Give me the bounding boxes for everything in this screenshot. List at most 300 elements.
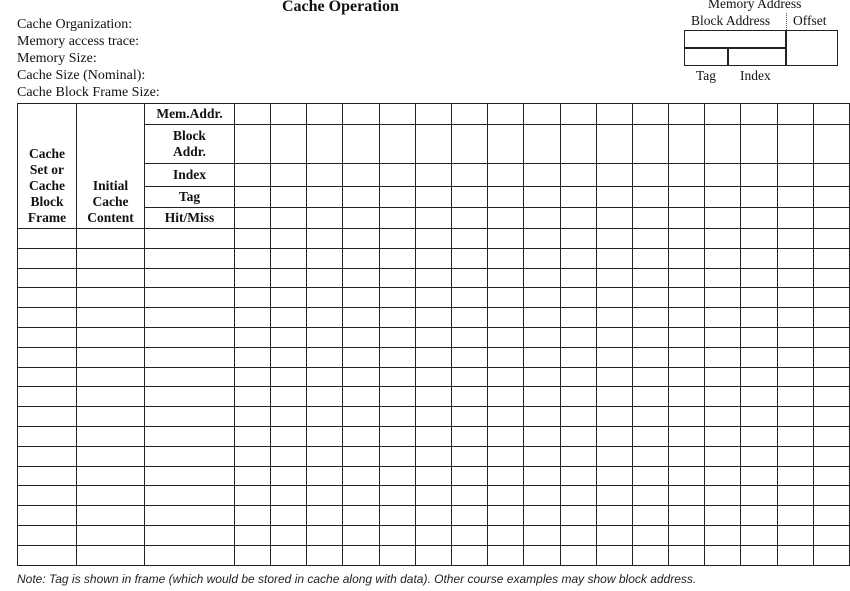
trace-cell[interactable] xyxy=(560,164,596,187)
cache-cell[interactable] xyxy=(741,407,777,427)
trace-cell[interactable] xyxy=(813,125,849,164)
trace-cell[interactable] xyxy=(379,104,415,125)
cache-cell[interactable] xyxy=(415,426,451,446)
cache-cell[interactable] xyxy=(415,229,451,249)
cache-cell[interactable] xyxy=(234,288,270,308)
cache-cell[interactable] xyxy=(560,327,596,347)
cache-cell[interactable] xyxy=(596,506,632,526)
cache-cell[interactable] xyxy=(307,308,343,328)
cache-cell[interactable] xyxy=(488,387,524,407)
cache-cell[interactable] xyxy=(669,407,705,427)
cache-cell[interactable] xyxy=(705,525,741,545)
cache-cell[interactable] xyxy=(596,288,632,308)
trace-cell[interactable] xyxy=(379,208,415,229)
cache-cell[interactable] xyxy=(560,367,596,387)
cache-cell[interactable] xyxy=(524,486,560,506)
cache-cell[interactable] xyxy=(669,347,705,367)
cache-cell[interactable] xyxy=(669,545,705,565)
trace-cell[interactable] xyxy=(271,187,307,208)
cache-cell[interactable] xyxy=(777,327,813,347)
frame-cell[interactable] xyxy=(18,446,77,466)
cache-cell[interactable] xyxy=(596,387,632,407)
cache-cell[interactable] xyxy=(560,229,596,249)
initial-content-cell[interactable] xyxy=(76,387,144,407)
frame-cell[interactable] xyxy=(18,248,77,268)
cache-cell[interactable] xyxy=(343,466,379,486)
cache-cell[interactable] xyxy=(271,545,307,565)
cache-cell[interactable] xyxy=(813,426,849,446)
trace-cell[interactable] xyxy=(813,187,849,208)
cache-cell[interactable] xyxy=(488,506,524,526)
cache-cell[interactable] xyxy=(234,446,270,466)
cache-cell[interactable] xyxy=(813,268,849,288)
trace-cell[interactable] xyxy=(669,125,705,164)
trace-cell[interactable] xyxy=(741,125,777,164)
trace-cell[interactable] xyxy=(451,125,487,164)
cache-cell[interactable] xyxy=(343,446,379,466)
trace-cell[interactable] xyxy=(705,164,741,187)
trace-cell[interactable] xyxy=(741,164,777,187)
cache-cell[interactable] xyxy=(524,229,560,249)
cache-cell[interactable] xyxy=(307,327,343,347)
trace-cell[interactable] xyxy=(741,104,777,125)
cache-cell[interactable] xyxy=(705,248,741,268)
trace-cell[interactable] xyxy=(451,187,487,208)
trace-cell[interactable] xyxy=(379,187,415,208)
cache-cell[interactable] xyxy=(669,268,705,288)
cache-cell[interactable] xyxy=(343,506,379,526)
cache-cell[interactable] xyxy=(560,407,596,427)
cache-cell[interactable] xyxy=(415,486,451,506)
frame-cell[interactable] xyxy=(18,506,77,526)
trace-cell[interactable] xyxy=(524,125,560,164)
trace-cell[interactable] xyxy=(234,164,270,187)
cache-cell[interactable] xyxy=(451,446,487,466)
cache-cell[interactable] xyxy=(234,347,270,367)
cache-cell[interactable] xyxy=(307,466,343,486)
cache-cell[interactable] xyxy=(741,347,777,367)
initial-content-cell[interactable] xyxy=(76,347,144,367)
cache-cell[interactable] xyxy=(777,545,813,565)
cache-cell[interactable] xyxy=(343,407,379,427)
cache-cell[interactable] xyxy=(234,229,270,249)
cache-cell[interactable] xyxy=(379,387,415,407)
initial-content-cell[interactable] xyxy=(76,288,144,308)
trace-cell[interactable] xyxy=(415,164,451,187)
initial-content-cell[interactable] xyxy=(76,248,144,268)
cache-cell[interactable] xyxy=(307,268,343,288)
cache-cell[interactable] xyxy=(451,288,487,308)
cache-cell[interactable] xyxy=(596,466,632,486)
trace-cell[interactable] xyxy=(488,125,524,164)
cache-cell[interactable] xyxy=(741,387,777,407)
cache-cell[interactable] xyxy=(488,308,524,328)
cache-cell[interactable] xyxy=(379,545,415,565)
cache-cell[interactable] xyxy=(415,545,451,565)
cache-cell[interactable] xyxy=(234,426,270,446)
cache-cell[interactable] xyxy=(560,486,596,506)
cache-cell[interactable] xyxy=(777,308,813,328)
cache-cell[interactable] xyxy=(596,407,632,427)
cache-cell[interactable] xyxy=(705,426,741,446)
cache-cell[interactable] xyxy=(144,327,234,347)
cache-cell[interactable] xyxy=(669,288,705,308)
trace-cell[interactable] xyxy=(777,208,813,229)
cache-cell[interactable] xyxy=(524,545,560,565)
cache-cell[interactable] xyxy=(343,248,379,268)
cache-cell[interactable] xyxy=(632,288,668,308)
cache-cell[interactable] xyxy=(524,347,560,367)
cache-cell[interactable] xyxy=(596,486,632,506)
cache-cell[interactable] xyxy=(271,308,307,328)
cache-cell[interactable] xyxy=(415,268,451,288)
cache-cell[interactable] xyxy=(234,327,270,347)
cache-cell[interactable] xyxy=(343,308,379,328)
cache-cell[interactable] xyxy=(741,367,777,387)
cache-cell[interactable] xyxy=(415,387,451,407)
cache-cell[interactable] xyxy=(271,248,307,268)
cache-cell[interactable] xyxy=(488,248,524,268)
trace-cell[interactable] xyxy=(777,164,813,187)
trace-cell[interactable] xyxy=(705,125,741,164)
initial-content-cell[interactable] xyxy=(76,308,144,328)
cache-cell[interactable] xyxy=(451,229,487,249)
cache-cell[interactable] xyxy=(560,525,596,545)
cache-cell[interactable] xyxy=(596,545,632,565)
cache-cell[interactable] xyxy=(144,525,234,545)
cache-cell[interactable] xyxy=(415,288,451,308)
cache-cell[interactable] xyxy=(813,446,849,466)
cache-cell[interactable] xyxy=(144,387,234,407)
trace-cell[interactable] xyxy=(632,104,668,125)
trace-cell[interactable] xyxy=(596,164,632,187)
cache-cell[interactable] xyxy=(451,268,487,288)
trace-cell[interactable] xyxy=(343,104,379,125)
cache-cell[interactable] xyxy=(307,248,343,268)
initial-content-cell[interactable] xyxy=(76,486,144,506)
initial-content-cell[interactable] xyxy=(76,525,144,545)
cache-cell[interactable] xyxy=(307,506,343,526)
cache-cell[interactable] xyxy=(560,248,596,268)
cache-cell[interactable] xyxy=(741,426,777,446)
trace-cell[interactable] xyxy=(741,187,777,208)
frame-cell[interactable] xyxy=(18,229,77,249)
cache-cell[interactable] xyxy=(669,486,705,506)
cache-cell[interactable] xyxy=(379,229,415,249)
cache-cell[interactable] xyxy=(705,407,741,427)
cache-cell[interactable] xyxy=(451,466,487,486)
trace-cell[interactable] xyxy=(488,164,524,187)
cache-cell[interactable] xyxy=(271,347,307,367)
cache-cell[interactable] xyxy=(632,387,668,407)
trace-cell[interactable] xyxy=(451,208,487,229)
cache-cell[interactable] xyxy=(524,308,560,328)
frame-cell[interactable] xyxy=(18,288,77,308)
trace-cell[interactable] xyxy=(488,208,524,229)
cache-cell[interactable] xyxy=(741,327,777,347)
cache-cell[interactable] xyxy=(144,486,234,506)
cache-cell[interactable] xyxy=(777,268,813,288)
initial-content-cell[interactable] xyxy=(76,367,144,387)
cache-cell[interactable] xyxy=(741,506,777,526)
trace-cell[interactable] xyxy=(777,187,813,208)
trace-cell[interactable] xyxy=(705,208,741,229)
cache-cell[interactable] xyxy=(560,506,596,526)
trace-cell[interactable] xyxy=(415,125,451,164)
trace-cell[interactable] xyxy=(705,104,741,125)
trace-cell[interactable] xyxy=(524,208,560,229)
cache-cell[interactable] xyxy=(379,248,415,268)
cache-cell[interactable] xyxy=(415,327,451,347)
cache-cell[interactable] xyxy=(234,367,270,387)
cache-cell[interactable] xyxy=(234,525,270,545)
frame-cell[interactable] xyxy=(18,486,77,506)
trace-cell[interactable] xyxy=(813,208,849,229)
cache-cell[interactable] xyxy=(307,229,343,249)
initial-content-cell[interactable] xyxy=(76,426,144,446)
cache-cell[interactable] xyxy=(488,486,524,506)
cache-cell[interactable] xyxy=(524,426,560,446)
cache-cell[interactable] xyxy=(415,248,451,268)
cache-cell[interactable] xyxy=(632,426,668,446)
trace-cell[interactable] xyxy=(307,164,343,187)
cache-cell[interactable] xyxy=(415,466,451,486)
cache-cell[interactable] xyxy=(777,387,813,407)
trace-cell[interactable] xyxy=(524,104,560,125)
cache-cell[interactable] xyxy=(379,308,415,328)
cache-cell[interactable] xyxy=(705,387,741,407)
trace-cell[interactable] xyxy=(234,187,270,208)
cache-cell[interactable] xyxy=(271,486,307,506)
cache-cell[interactable] xyxy=(343,288,379,308)
cache-cell[interactable] xyxy=(144,506,234,526)
cache-cell[interactable] xyxy=(379,486,415,506)
cache-cell[interactable] xyxy=(813,545,849,565)
cache-cell[interactable] xyxy=(379,407,415,427)
cache-cell[interactable] xyxy=(379,327,415,347)
cache-cell[interactable] xyxy=(524,506,560,526)
cache-cell[interactable] xyxy=(379,466,415,486)
cache-cell[interactable] xyxy=(451,407,487,427)
cache-cell[interactable] xyxy=(488,525,524,545)
cache-cell[interactable] xyxy=(777,466,813,486)
cache-cell[interactable] xyxy=(488,288,524,308)
cache-cell[interactable] xyxy=(307,407,343,427)
cache-cell[interactable] xyxy=(632,446,668,466)
cache-cell[interactable] xyxy=(271,229,307,249)
cache-cell[interactable] xyxy=(705,288,741,308)
trace-cell[interactable] xyxy=(596,104,632,125)
cache-cell[interactable] xyxy=(777,486,813,506)
cache-cell[interactable] xyxy=(741,229,777,249)
frame-cell[interactable] xyxy=(18,545,77,565)
cache-cell[interactable] xyxy=(669,229,705,249)
cache-cell[interactable] xyxy=(144,248,234,268)
cache-cell[interactable] xyxy=(741,466,777,486)
cache-cell[interactable] xyxy=(741,248,777,268)
cache-cell[interactable] xyxy=(415,308,451,328)
cache-cell[interactable] xyxy=(777,347,813,367)
cache-cell[interactable] xyxy=(488,327,524,347)
cache-cell[interactable] xyxy=(307,288,343,308)
initial-content-cell[interactable] xyxy=(76,268,144,288)
cache-cell[interactable] xyxy=(705,486,741,506)
frame-cell[interactable] xyxy=(18,367,77,387)
trace-cell[interactable] xyxy=(596,187,632,208)
cache-cell[interactable] xyxy=(524,387,560,407)
cache-cell[interactable] xyxy=(379,525,415,545)
cache-cell[interactable] xyxy=(669,308,705,328)
cache-cell[interactable] xyxy=(813,407,849,427)
cache-cell[interactable] xyxy=(415,347,451,367)
cache-cell[interactable] xyxy=(343,486,379,506)
cache-cell[interactable] xyxy=(343,367,379,387)
cache-cell[interactable] xyxy=(144,308,234,328)
cache-cell[interactable] xyxy=(379,446,415,466)
trace-cell[interactable] xyxy=(596,125,632,164)
frame-cell[interactable] xyxy=(18,426,77,446)
cache-cell[interactable] xyxy=(632,248,668,268)
cache-cell[interactable] xyxy=(343,327,379,347)
trace-cell[interactable] xyxy=(307,104,343,125)
trace-cell[interactable] xyxy=(669,164,705,187)
cache-cell[interactable] xyxy=(524,367,560,387)
trace-cell[interactable] xyxy=(705,187,741,208)
cache-cell[interactable] xyxy=(669,525,705,545)
cache-cell[interactable] xyxy=(307,545,343,565)
cache-cell[interactable] xyxy=(451,506,487,526)
cache-cell[interactable] xyxy=(343,229,379,249)
cache-cell[interactable] xyxy=(524,446,560,466)
cache-cell[interactable] xyxy=(813,506,849,526)
cache-cell[interactable] xyxy=(560,387,596,407)
cache-cell[interactable] xyxy=(632,545,668,565)
cache-cell[interactable] xyxy=(379,288,415,308)
cache-cell[interactable] xyxy=(144,407,234,427)
cache-cell[interactable] xyxy=(560,347,596,367)
cache-cell[interactable] xyxy=(451,327,487,347)
cache-cell[interactable] xyxy=(343,387,379,407)
cache-cell[interactable] xyxy=(777,288,813,308)
cache-cell[interactable] xyxy=(524,525,560,545)
cache-cell[interactable] xyxy=(813,367,849,387)
cache-cell[interactable] xyxy=(144,288,234,308)
cache-cell[interactable] xyxy=(271,466,307,486)
cache-cell[interactable] xyxy=(379,367,415,387)
cache-cell[interactable] xyxy=(379,426,415,446)
trace-cell[interactable] xyxy=(379,164,415,187)
cache-cell[interactable] xyxy=(596,525,632,545)
trace-cell[interactable] xyxy=(343,125,379,164)
cache-cell[interactable] xyxy=(234,248,270,268)
cache-cell[interactable] xyxy=(488,367,524,387)
cache-cell[interactable] xyxy=(271,446,307,466)
cache-cell[interactable] xyxy=(234,545,270,565)
cache-cell[interactable] xyxy=(560,466,596,486)
trace-cell[interactable] xyxy=(813,104,849,125)
trace-cell[interactable] xyxy=(669,187,705,208)
cache-cell[interactable] xyxy=(596,446,632,466)
cache-cell[interactable] xyxy=(451,525,487,545)
cache-cell[interactable] xyxy=(271,367,307,387)
trace-cell[interactable] xyxy=(488,104,524,125)
cache-cell[interactable] xyxy=(705,506,741,526)
cache-cell[interactable] xyxy=(451,426,487,446)
cache-cell[interactable] xyxy=(234,466,270,486)
trace-cell[interactable] xyxy=(343,208,379,229)
initial-content-cell[interactable] xyxy=(76,229,144,249)
cache-cell[interactable] xyxy=(144,446,234,466)
cache-cell[interactable] xyxy=(488,545,524,565)
cache-cell[interactable] xyxy=(632,486,668,506)
cache-cell[interactable] xyxy=(271,387,307,407)
trace-cell[interactable] xyxy=(524,164,560,187)
cache-cell[interactable] xyxy=(813,288,849,308)
trace-cell[interactable] xyxy=(234,125,270,164)
cache-cell[interactable] xyxy=(596,248,632,268)
cache-cell[interactable] xyxy=(560,308,596,328)
cache-cell[interactable] xyxy=(669,248,705,268)
cache-cell[interactable] xyxy=(560,268,596,288)
cache-cell[interactable] xyxy=(560,288,596,308)
cache-cell[interactable] xyxy=(596,347,632,367)
cache-cell[interactable] xyxy=(669,506,705,526)
cache-cell[interactable] xyxy=(669,387,705,407)
cache-cell[interactable] xyxy=(777,248,813,268)
cache-cell[interactable] xyxy=(632,506,668,526)
frame-cell[interactable] xyxy=(18,387,77,407)
cache-cell[interactable] xyxy=(813,248,849,268)
trace-cell[interactable] xyxy=(307,208,343,229)
cache-cell[interactable] xyxy=(271,407,307,427)
cache-cell[interactable] xyxy=(741,288,777,308)
cache-cell[interactable] xyxy=(524,407,560,427)
cache-cell[interactable] xyxy=(669,327,705,347)
cache-cell[interactable] xyxy=(451,387,487,407)
cache-cell[interactable] xyxy=(234,486,270,506)
cache-cell[interactable] xyxy=(234,387,270,407)
cache-cell[interactable] xyxy=(813,466,849,486)
cache-cell[interactable] xyxy=(451,248,487,268)
cache-cell[interactable] xyxy=(415,407,451,427)
cache-cell[interactable] xyxy=(144,545,234,565)
cache-cell[interactable] xyxy=(234,308,270,328)
trace-cell[interactable] xyxy=(669,104,705,125)
cache-cell[interactable] xyxy=(632,367,668,387)
trace-cell[interactable] xyxy=(415,208,451,229)
cache-cell[interactable] xyxy=(705,229,741,249)
cache-cell[interactable] xyxy=(144,268,234,288)
cache-cell[interactable] xyxy=(560,545,596,565)
cache-cell[interactable] xyxy=(144,466,234,486)
cache-cell[interactable] xyxy=(705,308,741,328)
trace-cell[interactable] xyxy=(632,125,668,164)
trace-cell[interactable] xyxy=(415,104,451,125)
trace-cell[interactable] xyxy=(669,208,705,229)
cache-cell[interactable] xyxy=(813,525,849,545)
cache-cell[interactable] xyxy=(234,268,270,288)
cache-cell[interactable] xyxy=(451,347,487,367)
cache-cell[interactable] xyxy=(488,347,524,367)
cache-cell[interactable] xyxy=(813,347,849,367)
cache-cell[interactable] xyxy=(144,367,234,387)
cache-cell[interactable] xyxy=(777,426,813,446)
cache-cell[interactable] xyxy=(669,426,705,446)
cache-cell[interactable] xyxy=(343,525,379,545)
cache-cell[interactable] xyxy=(307,426,343,446)
cache-cell[interactable] xyxy=(271,506,307,526)
trace-cell[interactable] xyxy=(632,164,668,187)
